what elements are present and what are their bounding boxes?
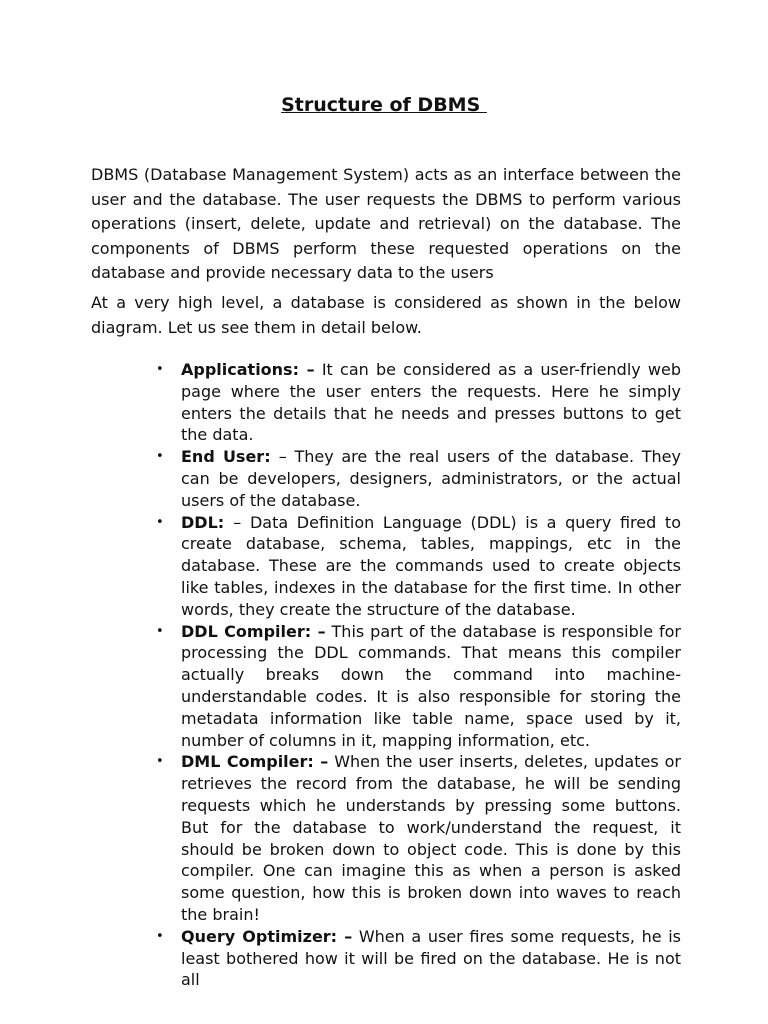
- intro-paragraph: DBMS (Database Management System) acts as an interface between the user and the database. The user requests the DBMS to perform various operations (insert, delete, update and retrieval) on the database. The components of DBMS perform these requested operations on the database and provide necessary data to the users: [91, 165, 681, 282]
- list-item-dml-compiler: [156, 751, 681, 925]
- list-item-ddl-compiler: [156, 621, 681, 752]
- term-ddl-compiler: DDL Compiler: –: [181, 621, 326, 641]
- bullet-icon: •: [156, 514, 164, 530]
- bullet-icon: •: [156, 362, 164, 377]
- description-ddl-compiler: This part of the database is responsible for processing the DDL commands. That means this compiler actually breaks down the command into machine-understandable codes. It is also responsible for storing the metadata information like table name, space used by it, number of columns in it, mapping information, etc.: [181, 621, 681, 750]
- term-dml-compiler: DML Compiler: –: [181, 752, 329, 772]
- description-applications: It can be considered as a user-friendly web page where the user enters the requests. Here he simply enters the details that he needs and presses buttons to get the data.: [181, 360, 682, 445]
- bullet-icon: •: [156, 754, 164, 770]
- list-item-applications: [156, 359, 682, 446]
- bullet-icon: •: [156, 928, 164, 944]
- description-dml-compiler: When the user inserts, deletes, updates or retrieves the record from the database, he will be sending requests which he understands by pressing some buttons. But for the database to work/understand the request, it should be broken down to object code. This is done by this compiler. One can imagine this as when a person is asked some question, how this is broken down into waves to reach the brain!: [181, 752, 681, 924]
- term-query-optimizer: Query Optimizer: –: [181, 926, 353, 946]
- term-end-user: End User:: [181, 447, 279, 467]
- components-list: [156, 359, 682, 991]
- description-end-user: – They are the real users of the database. They can be developers, designers, administrators, or the actual users of the database.: [181, 447, 681, 510]
- description-query-optimizer: When a user fires some requests, he is least bothered how it will be fired on the database. He is not all: [181, 926, 681, 990]
- overview-paragraph: At a very high level, a database is considered as shown in the below diagram. Let us see them in detail below.: [91, 293, 681, 337]
- document-title: Structure of DBMS: [281, 94, 487, 116]
- list-item-query-optimizer: [156, 926, 681, 991]
- list-item-end-user: [156, 446, 681, 511]
- description-ddl: – Data Definition Language (DDL) is a query fired to create database, schema, tables, mappings, etc in the database. These are the commands used to create objects like tables, indexes in the database for the first time. In other words, they create the structure of the database.: [181, 512, 681, 619]
- list-item-ddl: [156, 512, 681, 621]
- bullet-icon: •: [156, 623, 164, 639]
- term-applications: Applications: –: [181, 360, 315, 379]
- term-ddl: DDL:: [181, 512, 234, 532]
- bullet-icon: •: [156, 449, 164, 465]
